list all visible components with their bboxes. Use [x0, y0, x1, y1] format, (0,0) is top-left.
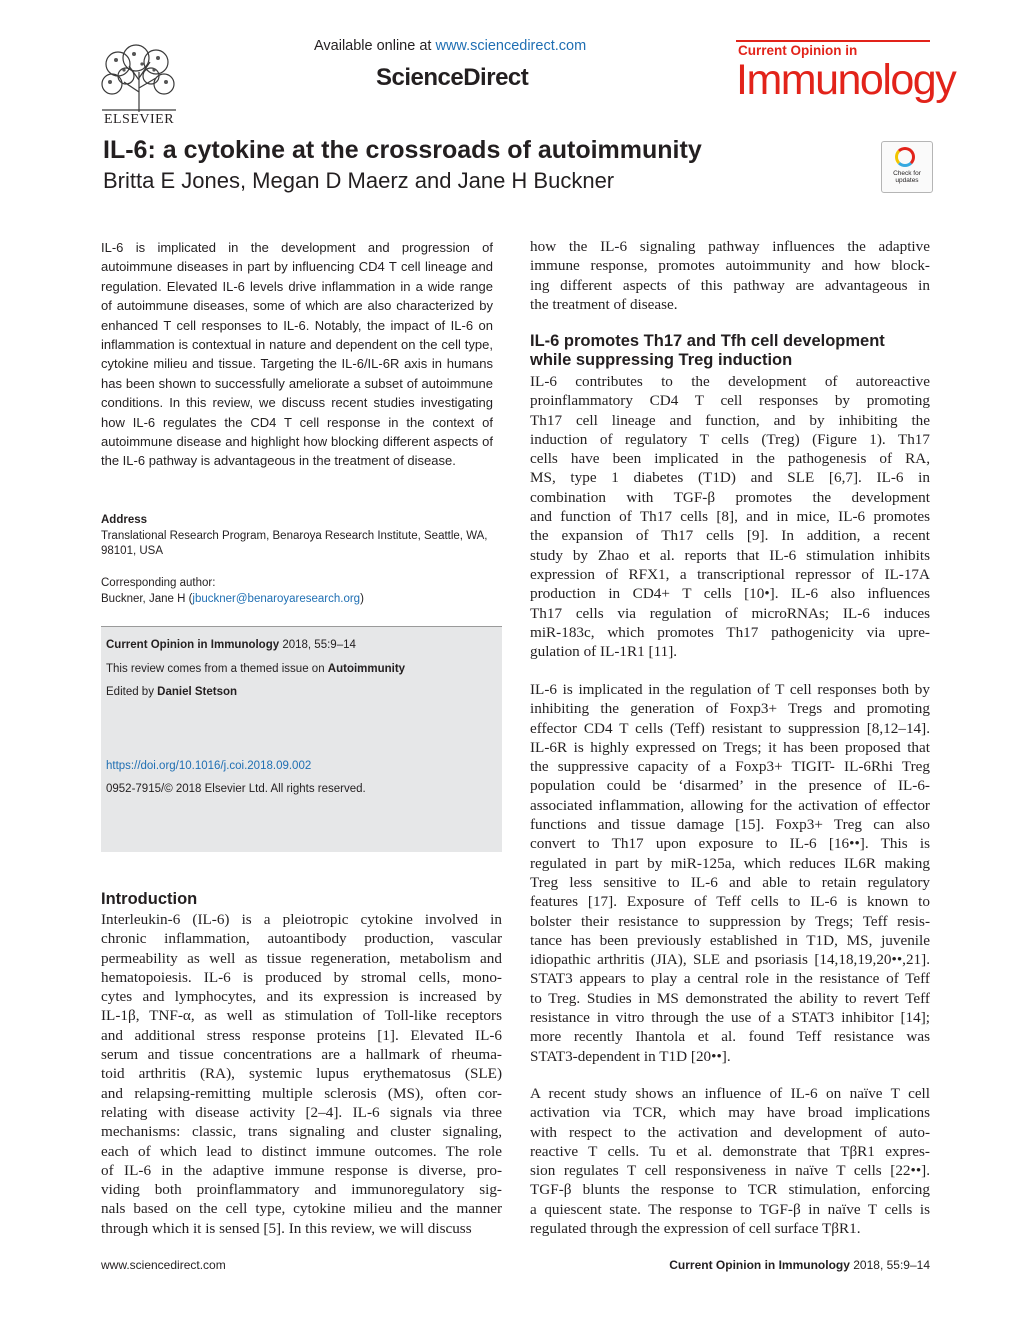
- text-line: TGF-β blunts the response to TCR stimulation, enforcing: [530, 1181, 930, 1199]
- sciencedirect-wordmark: ScienceDirect: [376, 64, 529, 91]
- text-line: and relapsing-remitting multiple sclerosis (MS), often cor-: [101, 1084, 502, 1102]
- corresponding-close: ): [360, 592, 364, 605]
- text-line: nals based on the cell type, cytokine milieu and the manner: [101, 1200, 502, 1218]
- journal-logo: [736, 40, 956, 108]
- journal-logo-top: Current Opinion in: [738, 43, 858, 58]
- text-line: cells have been implicated in the pathogenesis of RA,: [530, 450, 930, 468]
- text-line: features [17]. Exposure of Teff cells to IL-6 is known to: [530, 893, 930, 911]
- text-line: expression of RFX1, a transcriptional repressor of IL-17A: [530, 565, 930, 583]
- text-line: IL-6 is implicated in the regulation of T cell responses both by: [530, 681, 930, 698]
- info-edited-prefix: Edited by: [106, 686, 158, 698]
- address-block: [101, 513, 501, 560]
- text-line: induction of regulatory T cells (Treg) (Figure 1). Th17: [530, 430, 930, 448]
- text-line: hematopoiesis. IL-6 is produced by stromal cells, mono-: [101, 968, 502, 986]
- text-line: serum and tissue concentrations are a hallmark of rheuma-: [101, 1046, 502, 1064]
- text-line: Th17 cells via regulation of microRNAs; IL-6 induces: [530, 604, 930, 622]
- text-line: each of which lead to distinct immune outcomes. The role: [101, 1142, 502, 1160]
- section-il6-paragraph-1: [530, 372, 930, 661]
- info-theme-prefix: This review comes from a themed issue on: [106, 663, 328, 675]
- article-title: IL-6: a cytokine at the crossroads of autoimmunity: [103, 136, 702, 164]
- text-line: how the IL-6 signaling pathway influences the adaptive: [530, 238, 930, 255]
- text-line: immune response, promotes autoimmunity and how block-: [530, 257, 930, 275]
- abstract: IL-6 is implicated in the development and progression of autoimmune diseases in part by influencing CD4 T cell lineage and regulation. Elevated IL-6 levels drive inflammation in a wide range of autoimmune diseases, some of which are also characterized by enhanced T cell responses to IL-6. Notably, the impact of IL-6 on inflammation is contextual in nature and dependent on the cell type, cytokine milieu and tissue. Targeting the IL-6/IL-6R axis in humans has been shown to successfully ameliorate a subset of autoimmune conditions. In this review, we discuss recent studies investigating how IL-6 regulates the CD4 T cell response in the context of autoimmune disease and highlight how blocking different aspects of the IL-6 pathway is advantageous in the treatment of disease.: [101, 240, 493, 469]
- article-info-box: [101, 626, 502, 852]
- text-line: convert to Th17 upon exposure to IL-6 [16••]. This is: [530, 835, 930, 853]
- corresponding-author: [101, 576, 501, 607]
- text-line: of IL-6 in the adaptive immune response is diverse, pro-: [101, 1161, 502, 1179]
- sciencedirect-link[interactable]: www.sciencedirect.com: [435, 38, 587, 54]
- text-line: tance has been previously established in T1D, MS, juvenile: [530, 931, 930, 949]
- info-doi: [106, 760, 311, 772]
- text-line: inhibiting the generation of Foxp3+ Tregs and promoting: [530, 700, 930, 718]
- elsevier-tree-icon: [96, 42, 182, 114]
- text-line: activation via TCR, which may have broad implications: [530, 1104, 930, 1122]
- footer-citation-text: 2018, 55:9–14: [849, 1258, 930, 1272]
- text-line: functions and tissue damage [15]. Foxp3+ Treg can also: [530, 816, 930, 834]
- text-line: reactive T cells. Tu et al. demonstrate that TβR1 expres-: [530, 1142, 930, 1160]
- corresponding-email-link[interactable]: jbuckner@benaroyaresearch.org: [192, 592, 361, 605]
- text-line: effector CD4 T cells (Teff) resistant to suppression [8,12–14].: [530, 719, 930, 737]
- info-theme: [106, 663, 405, 675]
- text-line: the expansion of Th17 cells [9]. In addition, a recent: [530, 527, 930, 545]
- footer-website: www.sciencedirect.com: [101, 1258, 226, 1272]
- introduction-continued-lines: [530, 237, 930, 314]
- text-line: Treg less sensitive to IL-6 and able to retain regulatory: [530, 873, 930, 891]
- text-line: to Treg. Studies in MS demonstrated the ability to revert Teff: [530, 989, 930, 1007]
- introduction-heading: Introduction: [101, 890, 198, 908]
- text-line: a quiescent state. The response to TGF-β in naïve T cells is: [530, 1200, 930, 1218]
- info-journal: Current Opinion in Immunology: [106, 639, 280, 651]
- text-line: viding both proinflammatory and immunoregulatory sig-: [101, 1181, 502, 1199]
- text-line: toid arthritis (RA), systemic lupus erythematosus (SLE): [101, 1065, 502, 1083]
- paragraph-3-lines: [530, 1084, 930, 1238]
- text-line: and function of Th17 cells [8], and in mice, IL-6 promotes: [530, 508, 930, 526]
- text-line: and additional stress response proteins [1]. Elevated IL-6: [101, 1026, 502, 1044]
- text-line: relating with disease activity [2–4]. IL-6 signals via three: [101, 1103, 502, 1121]
- text-line: the suppressive capacity of a Foxp3+ TIGIT- IL-6Rhi Treg: [530, 758, 930, 776]
- info-editor-name: Daniel Stetson: [157, 686, 238, 698]
- introduction-lines: [101, 910, 502, 1238]
- journal-logo-main: Immunology: [736, 56, 956, 104]
- paragraph-2-lines: [530, 680, 930, 1066]
- text-line: the treatment of disease.: [530, 295, 678, 313]
- check-updates-label: Check for updates: [893, 170, 921, 184]
- text-line: A recent study shows an influence of IL-6 on naïve T cell: [530, 1085, 930, 1102]
- text-line: more recently Ihantola et al. found Teff resistance was: [530, 1028, 930, 1046]
- text-line: study by Zhao et al. reports that IL-6 stimulation inhibits: [530, 546, 930, 564]
- text-line: through which it is sensed [5]. In this review, we will discuss: [101, 1219, 472, 1237]
- address-heading: Address: [101, 514, 148, 526]
- available-prefix: Available online at: [314, 38, 436, 54]
- info-editor: [106, 686, 237, 698]
- article-authors: Britta E Jones, Megan D Maerz and Jane H Buckner: [103, 168, 615, 193]
- text-line: chronic inflammation, autoantibody production, vascular: [101, 930, 502, 948]
- introduction-text: [101, 910, 502, 1238]
- doi-link[interactable]: https://doi.org/10.1016/j.coi.2018.09.002: [106, 760, 312, 772]
- text-line: MS, type 1 diabetes (T1D) and SLE [6,7]. IL-6 in: [530, 469, 930, 487]
- text-line: IL-1β, TNF-α, as well as stimulation of Toll-like receptors: [101, 1007, 502, 1025]
- text-line: sion regulates T cell responsiveness in naïve T cells [22••].: [530, 1162, 930, 1180]
- text-line: miR-183c, which promotes Th17 pathogenicity via upre-: [530, 623, 930, 641]
- section-il6-th17-heading: IL-6 promotes Th17 and Tfh cell development while suppressing Treg induction: [530, 332, 885, 369]
- section-il6-paragraph-3: [530, 1084, 930, 1238]
- text-line: ing different aspects of this pathway are advantageous in: [530, 276, 930, 294]
- text-line: resistance in vitro through the use of a STAT3 inhibitor [14];: [530, 1009, 930, 1027]
- info-citation: [106, 639, 356, 651]
- text-line: population could be ‘disarmed’ in the presence of IL-6-: [530, 777, 930, 795]
- text-line: combination with TGF-β promotes the development: [530, 488, 930, 506]
- text-line: with respect to the activation and development of auto-: [530, 1123, 930, 1141]
- text-line: regulated in part by miR-125a, which reduces IL6R making: [530, 854, 930, 872]
- info-theme-name: Autoimmunity: [327, 663, 406, 675]
- section-il6-paragraph-2: [530, 680, 930, 1066]
- text-line: cytes and lymphocytes, and its expression is increased by: [101, 988, 502, 1006]
- text-line: associated inflammation, allowing for the activation of effector: [530, 796, 930, 814]
- text-line: regulated through the expression of cell surface TβR1.: [530, 1220, 861, 1238]
- text-line: Interleukin-6 (IL-6) is a pleiotropic cytokine involved in: [101, 911, 502, 928]
- text-line: idiopathic arthritis (JIA), SLE and psoriasis [14,18,19,20••,21].: [530, 951, 930, 969]
- corresponding-heading: Corresponding author:: [101, 577, 216, 589]
- elsevier-logo: [96, 42, 182, 130]
- footer-journal: Current Opinion in Immunology: [669, 1258, 850, 1272]
- text-line: Th17 cell lineage and function, and by inhibiting the: [530, 411, 930, 429]
- info-copyright: 0952-7915/© 2018 Elsevier Ltd. All rights reserved.: [106, 783, 366, 795]
- text-line: bolster their resistance to suppression by Tregs; Teff resis-: [530, 912, 930, 930]
- address-text: Translational Research Program, Benaroya Research Institute, Seattle, WA, 98101, USA: [101, 529, 488, 557]
- text-line: proinflammatory CD4 T cell responses by promoting: [530, 392, 930, 410]
- footer-citation: [669, 1258, 930, 1272]
- introduction-continued: [530, 237, 930, 314]
- text-line: permeability as well as tissue regeneration, metabolism and: [101, 949, 502, 967]
- text-line: IL-6R is highly expressed on Tregs; it has been proposed that: [530, 738, 930, 756]
- available-online: [314, 38, 586, 54]
- publisher-name: ELSEVIER: [103, 112, 175, 127]
- text-line: gulation of IL-1R1 [11].: [530, 643, 678, 661]
- check-updates-icon: [895, 147, 915, 167]
- info-citation-text: 2018, 55:9–14: [279, 639, 356, 651]
- text-line: IL-6 contributes to the development of autoreactive: [530, 373, 930, 390]
- text-line: production in CD4+ T cells [10•]. IL-6 also influences: [530, 585, 930, 603]
- text-line: STAT3 appears to play a central role in the resistance of Teff: [530, 970, 930, 988]
- paragraph-1-lines: [530, 372, 930, 661]
- text-line: STAT3-dependent in T1D [20••].: [530, 1047, 731, 1065]
- corresponding-name: Buckner, Jane H (: [101, 592, 193, 605]
- check-for-updates-button[interactable]: [881, 141, 933, 193]
- text-line: mechanisms: classic, trans signaling and cluster signaling,: [101, 1123, 502, 1141]
